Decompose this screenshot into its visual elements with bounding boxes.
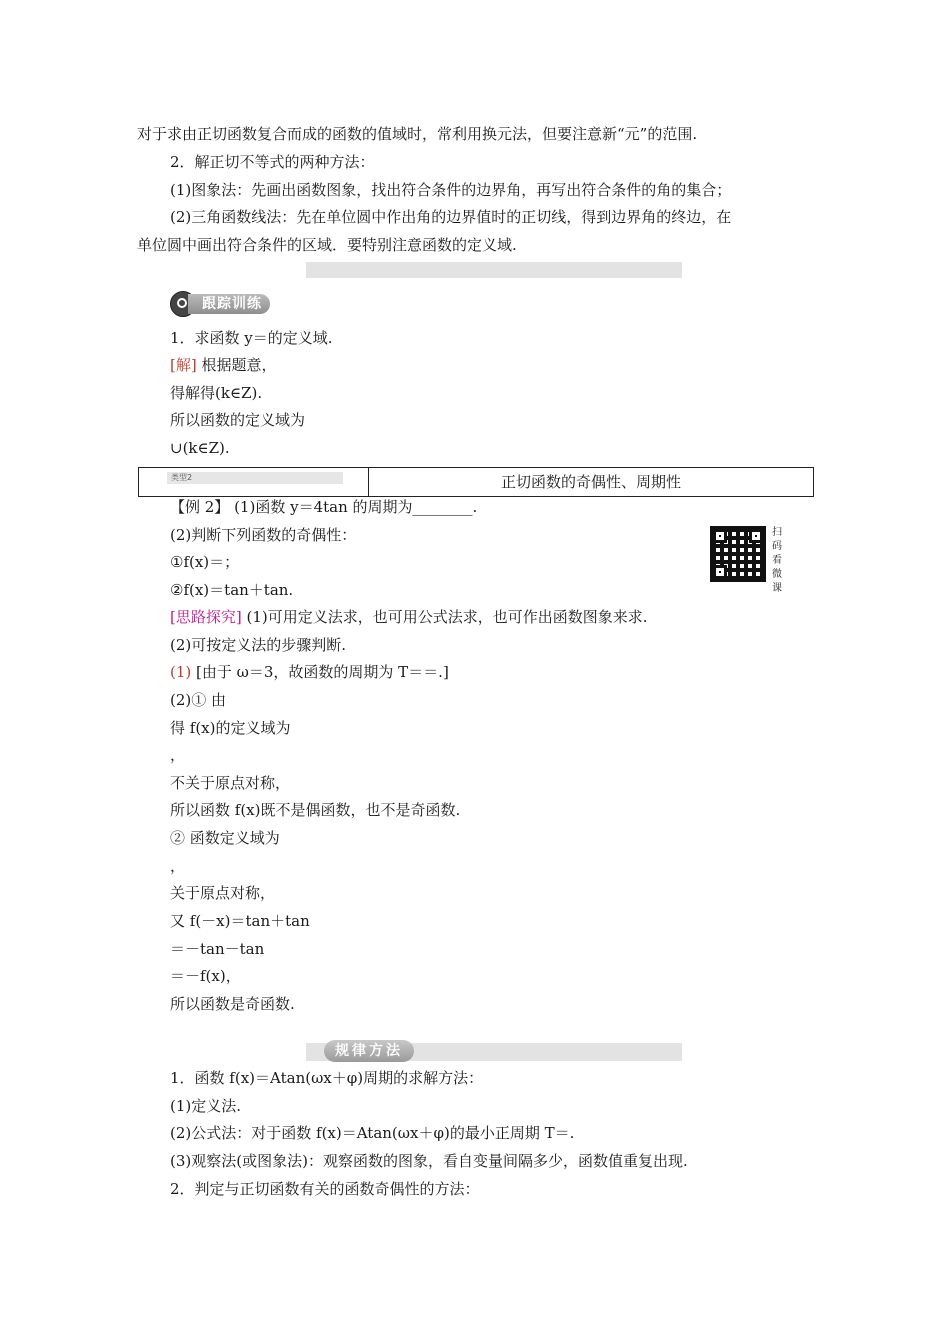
answer-line-6: 所以函数 f(x)既不是偶函数，也不是奇函数. xyxy=(170,801,461,819)
answer-line-11: ＝－tan－tan xyxy=(170,940,265,958)
rules-line-4: (3)观察法(或图象法)：观察函数的图象，看自变量间隔多少，函数值重复出现. xyxy=(170,1152,688,1170)
answer-line-3: 得 f(x)的定义域为 xyxy=(170,719,291,737)
answer-line-13: 所以函数是奇函数. xyxy=(170,995,295,1013)
rules-line-2: (1)定义法. xyxy=(170,1097,242,1115)
rules-line-1: 1．函数 f(x)＝Atan(ωx＋φ)周期的求解方法： xyxy=(170,1069,484,1087)
answer-line-12: ＝－f(x)， xyxy=(170,967,241,985)
answer-line-7: ② 函数定义域为 xyxy=(170,829,280,847)
intro-line-3: (1)图象法：先画出函数图象，找出符合条件的边界角，再写出符合条件的角的集合； xyxy=(170,181,732,199)
answer-line-1 xyxy=(170,662,449,682)
section-header xyxy=(138,467,814,497)
tracking-solution-line-3: 所以函数的定义域为 xyxy=(170,411,306,429)
tracking-question-1: 1．求函数 y＝的定义域. xyxy=(170,329,333,347)
tracking-solution-line-1 xyxy=(170,355,277,375)
qr-finder-top-right xyxy=(749,529,763,543)
answer-tag: (1) xyxy=(170,663,192,681)
example-heading: 【例 2】 (1)函数 y＝4tan 的周期为________. xyxy=(170,498,478,516)
qr-caption: 扫码看微课 xyxy=(772,527,782,594)
tracking-solution-line-4: ∪(k∈Z). xyxy=(170,439,230,457)
intro-line-4: (2)三角函数线法：先在单位圆中作出角的边界值时的正切线，得到边界角的终边，在 xyxy=(170,208,732,226)
intro-line-5: 单位圆中画出符合条件的区域．要特别注意函数的定义域. xyxy=(137,236,517,254)
answer-line-9: 关于原点对称， xyxy=(170,884,276,902)
answer-line-2: (2)① 由 xyxy=(170,691,227,709)
answer-line-10: 又 f(－x)＝tan＋tan xyxy=(170,912,310,930)
analysis-line-1 xyxy=(170,607,648,627)
example-question-2a: ①f(x)＝； xyxy=(170,553,240,571)
rules-line-5: 2．判定与正切函数有关的函数奇偶性的方法： xyxy=(170,1180,480,1198)
tracking-badge xyxy=(170,291,290,317)
qr-finder-bottom-left xyxy=(713,565,727,579)
answer-line-5: 不关于原点对称， xyxy=(170,774,291,792)
rules-line-3: (2)公式法：对于函数 f(x)＝Atan(ωx＋φ)的最小正周期 T＝. xyxy=(170,1124,575,1142)
qr-finder-top-left xyxy=(713,529,727,543)
example-question-2b: ②f(x)＝tan＋tan. xyxy=(170,581,294,599)
rules-banner-label: 规律方法 xyxy=(324,1040,414,1062)
intro-line-2: 2．解正切不等式的两种方法： xyxy=(170,153,375,171)
qr-code[interactable] xyxy=(710,526,766,582)
section-title: 正切函数的奇偶性、周期性 xyxy=(500,473,681,491)
solution-tag: [解] xyxy=(170,356,197,374)
analysis-text: (1)可用定义法求，也可用公式法求，也可作出函数图象来求. xyxy=(241,608,648,626)
answer-line-4: ， xyxy=(170,746,186,764)
separator-bar xyxy=(306,262,682,278)
analysis-line-2: (2)可按定义法的步骤判断. xyxy=(170,636,347,654)
section-type-tag: 类型2 xyxy=(167,472,343,484)
tracking-solution-line-2: 得解得(k∈Z). xyxy=(170,384,263,402)
answer-line-8: ， xyxy=(170,857,186,875)
rules-banner xyxy=(306,1043,682,1061)
solution-text: 根据题意， xyxy=(196,356,277,374)
tracking-badge-label: 跟踪训练 xyxy=(188,294,270,314)
analysis-tag: [思路探究] xyxy=(170,608,242,626)
answer-text: [由于 ω＝3，故函数的周期为 T＝＝.] xyxy=(191,663,449,681)
example-question-2: (2)判断下列函数的奇偶性： xyxy=(170,526,357,544)
intro-line-1: 对于求由正切函数复合而成的函数的值域时，常利用换元法，但要注意新“元”的范围. xyxy=(137,125,698,143)
